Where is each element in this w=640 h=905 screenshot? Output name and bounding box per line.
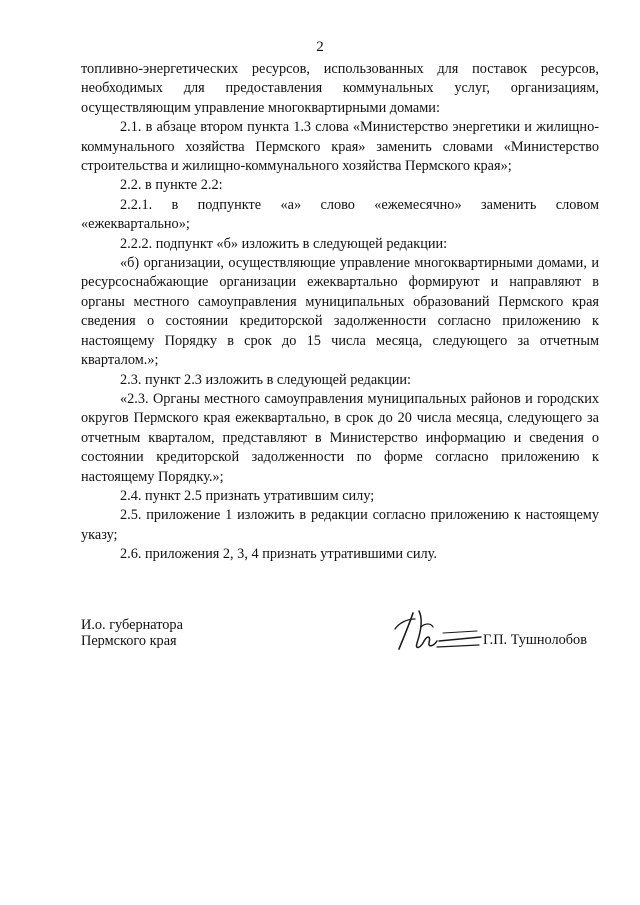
page-number: 2: [316, 39, 324, 55]
paragraph-subpoint-b: «б) организации, осуществляющие управление многоквартирными домами, и ресурсоснабжающие организации ежеквартально формируют и направляют в органы местного самоуправления муниципальных образований Пермского края сведения о состоянии кредиторской задолженности согласно приложению к настоящему Порядку в срок до 15 числа месяца, следующего за отчетным кварталом.»;: [81, 255, 599, 369]
signature-block: [81, 617, 599, 667]
paragraph-2-2-1: 2.2.1. в подпункте «а» слово «ежемесячно» заменить словом «ежеквартально»;: [81, 196, 599, 233]
document-body: [81, 60, 599, 565]
paragraph-2-3: 2.3. пункт 2.3 изложить в следующей редакции:: [120, 371, 412, 388]
signatory-title-line2: Пермского края: [81, 633, 177, 649]
signatory-title-line1: И.о. губернатора: [81, 617, 183, 633]
paragraph-2-5: 2.5. приложение 1 изложить в редакции согласно приложению к настоящему указу;: [81, 507, 599, 543]
paragraph-point-2-3-text: «2.3. Органы местного самоуправления муниципальных районов и городских округов Пермского края ежеквартально, в срок до 20 числа месяца, следующего за отчетным кварталом, представляют в Министерство информацию и сведения о состоянии кредиторской задолженности по форме согласно приложению к настоящему Порядку.»;: [81, 390, 599, 485]
signatory-name: Г.П. Тушнолобов: [483, 632, 587, 648]
paragraph-intro: топливно-энергетических ресурсов, использованных для поставок ресурсов, необходимых для предоставления коммунальных услуг, организациям, осуществляющим управление многоквартирными домами:: [81, 61, 599, 116]
paragraph-2-1: 2.1. в абзаце втором пункта 1.3 слова «Министерство энергетики и жилищно-коммунального хозяйства Пермского края» заменить словами «Министерство строительства и жилищно-коммунального хозяйства Пермского края»;: [81, 119, 599, 175]
handwritten-signature: [385, 605, 485, 657]
paragraph-2-2: 2.2. в пункте 2.2:: [120, 177, 223, 194]
signatory-title: [81, 617, 183, 649]
paragraph-2-2-2: 2.2.2. подпункт «б» изложить в следующей редакции:: [120, 235, 448, 252]
paragraph-2-4: 2.4. пункт 2.5 признать утратившим силу;: [120, 487, 375, 504]
paragraph-2-6: 2.6. приложения 2, 3, 4 признать утратившими силу.: [120, 546, 437, 563]
